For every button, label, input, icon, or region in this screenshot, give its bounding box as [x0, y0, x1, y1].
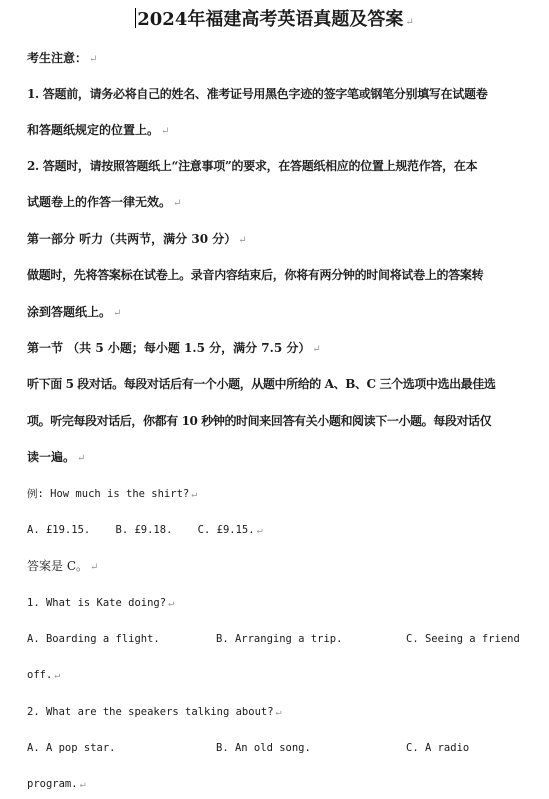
notice-1-line-2-text: 和答题纸规定的位置上。: [27, 123, 160, 137]
example-question: [27, 486, 197, 503]
part1-intro-line-2: [27, 304, 121, 322]
paragraph-mark-icon: ↵: [113, 308, 122, 319]
part1-heading-text: 第一部分 听力（共两节，满分 30 分）: [27, 232, 237, 246]
question-2-text: 2. What are the speakers talking about?: [27, 706, 274, 718]
paragraph-mark-icon: ↵: [191, 489, 198, 500]
question-2-option-c-cont-text: program.: [27, 778, 78, 790]
example-options: [27, 522, 263, 539]
paragraph-mark-icon: ↵: [161, 126, 170, 137]
paragraph-mark-icon: ↵: [173, 198, 182, 209]
question-2-option-a: A. A pop star.: [27, 742, 116, 754]
document-title: [0, 8, 549, 35]
question-2-option-c-cont: [27, 776, 86, 793]
paragraph-mark-icon: ↵: [238, 235, 247, 246]
section1-intro-line-3-text: 读一遍。: [27, 450, 76, 464]
section1-intro-line-3: [27, 449, 85, 467]
paragraph-mark-icon: ↵: [256, 525, 263, 536]
notice-heading: [27, 50, 97, 68]
question-1-option-a: A. Boarding a flight.: [27, 633, 160, 645]
notice-2-line-1: 2. 答题时，请按照答题纸上“注意事项”的要求，在答题纸相应的位置上规范作答，在本: [27, 159, 478, 173]
question-1-text: 1. What is Kate doing?: [27, 597, 167, 609]
paragraph-mark-icon: ↵: [312, 344, 321, 355]
example-answer-text: 答案是 C。: [27, 559, 88, 573]
part1-intro-line-2-text: 涂到答题纸上。: [27, 305, 112, 319]
question-1-option-c: C. Seeing a friend: [406, 633, 520, 645]
question-2: [27, 704, 282, 721]
section1-heading: [27, 340, 321, 358]
notice-2-line-2-text: 试题卷上的作答一律无效。: [27, 195, 172, 209]
question-1-option-c-cont-text: off.: [27, 669, 53, 681]
example-options-text: A. £19.15. B. £9.18. C. £9.15.: [27, 524, 255, 536]
section1-intro-line-2: 项。听完每段对话后，你都有 10 秒钟的时间来回答有关小题和阅读下一小题。每段对话仅: [27, 414, 492, 428]
question-2-option-c: C. A radio: [406, 742, 470, 754]
notice-2-line-2: [27, 194, 181, 212]
question-2-option-b: B. An old song.: [216, 742, 311, 754]
notice-1-line-1: 1. 答题前，请务必将自己的姓名、准考证号用黑色字迹的签字笔或钢笔分别填写在试题卷: [27, 87, 488, 101]
notice-heading-text: 考生注意：: [27, 51, 88, 65]
paragraph-mark-icon: ↵: [89, 54, 98, 65]
paragraph-mark-icon: ↵: [79, 779, 86, 790]
section1-heading-text: 第一节 （共 5 小题；每小题 1.5 分，满分 7.5 分）: [27, 341, 311, 355]
paragraph-mark-icon: ↵: [54, 670, 61, 681]
paragraph-mark-icon: ↵: [168, 598, 175, 609]
section1-intro-line-1: 听下面 5 段对话。每段对话后有一个小题，从题中所给的 A、B、C 三个选项中选出最佳选: [27, 377, 496, 391]
example-answer: [27, 558, 98, 576]
question-1-option-c-cont: [27, 667, 60, 684]
title-text: 2024年福建高考英语真题及答案: [137, 9, 404, 30]
paragraph-mark-icon: ↵: [77, 453, 86, 464]
question-1: [27, 595, 174, 612]
paragraph-mark-icon: ↵: [405, 17, 414, 28]
notice-1-line-2: [27, 122, 169, 140]
part1-intro-line-1: 做题时，先将答案标在试卷上。录音内容结束后，你将有两分钟的时间将试卷上的答案转: [27, 268, 484, 282]
paragraph-mark-icon: ↵: [275, 707, 282, 718]
paragraph-mark-icon: ↵: [90, 562, 99, 573]
part1-heading: [27, 231, 247, 249]
question-1-option-b: B. Arranging a trip.: [216, 633, 343, 645]
example-question-text: 例: How much is the shirt?: [27, 488, 190, 500]
